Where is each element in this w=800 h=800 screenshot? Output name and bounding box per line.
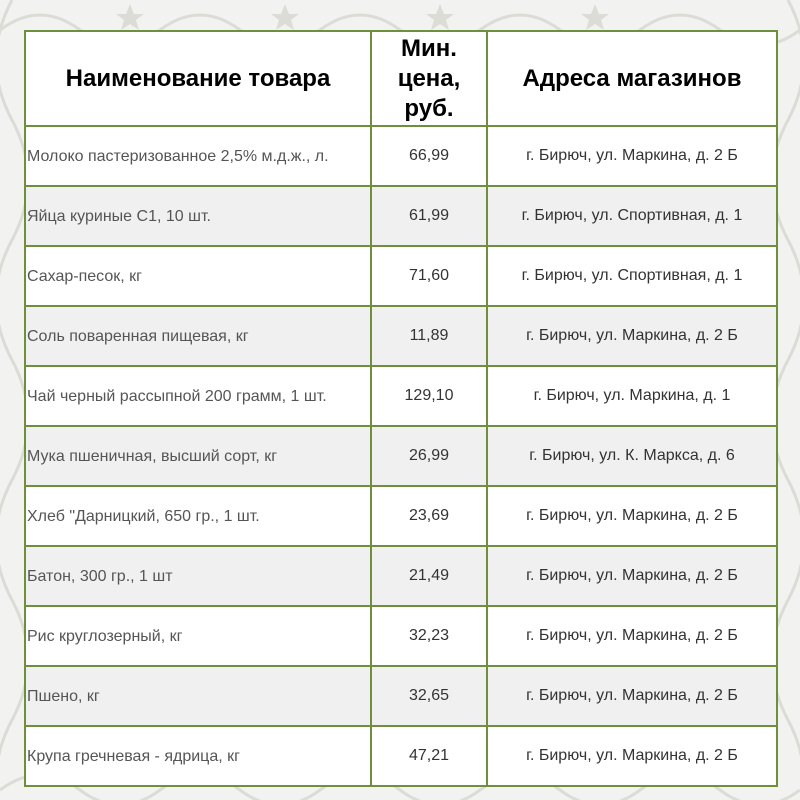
table-row <box>25 486 777 546</box>
address-cell: г. Бирюч, ул. Маркина, д. 2 Б <box>487 306 777 366</box>
price-cell: 47,21 <box>371 726 487 786</box>
product-name-cell: Сахар-песок, кг <box>25 246 371 306</box>
product-name-cell: Батон, 300 гр., 1 шт <box>25 546 371 606</box>
address-cell: г. Бирюч, ул. Маркина, д. 2 Б <box>487 546 777 606</box>
price-cell: 71,60 <box>371 246 487 306</box>
address-cell: г. Бирюч, ул. Маркина, д. 2 Б <box>487 666 777 726</box>
header-min-price: Мин. цена, руб. <box>371 31 487 126</box>
address-cell: г. Бирюч, ул. Маркина, д. 2 Б <box>487 606 777 666</box>
table-row <box>25 606 777 666</box>
table-row <box>25 126 777 186</box>
header-product-name: Наименование товара <box>25 31 371 126</box>
address-cell: г. Бирюч, ул. Маркина, д. 2 Б <box>487 126 777 186</box>
price-cell: 11,89 <box>371 306 487 366</box>
product-name-cell: Яйца куриные С1, 10 шт. <box>25 186 371 246</box>
address-cell: г. Бирюч, ул. Маркина, д. 2 Б <box>487 726 777 786</box>
address-cell: г. Бирюч, ул. Маркина, д. 1 <box>487 366 777 426</box>
address-cell: г. Бирюч, ул. Маркина, д. 2 Б <box>487 486 777 546</box>
product-name-cell: Хлеб "Дарницкий, 650 гр., 1 шт. <box>25 486 371 546</box>
price-cell: 21,49 <box>371 546 487 606</box>
table-row <box>25 426 777 486</box>
address-cell: г. Бирюч, ул. К. Маркса, д. 6 <box>487 426 777 486</box>
table-row <box>25 246 777 306</box>
address-cell: г. Бирюч, ул. Спортивная, д. 1 <box>487 246 777 306</box>
price-cell: 26,99 <box>371 426 487 486</box>
header-store-address: Адреса магазинов <box>487 31 777 126</box>
product-name-cell: Мука пшеничная, высший сорт, кг <box>25 426 371 486</box>
product-name-cell: Молоко пастеризованное 2,5% м.д.ж., л. <box>25 126 371 186</box>
table-row <box>25 366 777 426</box>
product-name-cell: Рис круглозерный, кг <box>25 606 371 666</box>
table-row <box>25 666 777 726</box>
address-cell: г. Бирюч, ул. Спортивная, д. 1 <box>487 186 777 246</box>
price-cell: 32,65 <box>371 666 487 726</box>
price-table <box>24 30 778 787</box>
table-row <box>25 546 777 606</box>
product-name-cell: Чай черный рассыпной 200 грамм, 1 шт. <box>25 366 371 426</box>
table-row <box>25 186 777 246</box>
product-name-cell: Пшено, кг <box>25 666 371 726</box>
price-cell: 32,23 <box>371 606 487 666</box>
product-name-cell: Соль поваренная пищевая, кг <box>25 306 371 366</box>
price-cell: 129,10 <box>371 366 487 426</box>
table-row <box>25 306 777 366</box>
price-cell: 23,69 <box>371 486 487 546</box>
price-cell: 61,99 <box>371 186 487 246</box>
price-cell: 66,99 <box>371 126 487 186</box>
table-row <box>25 726 777 786</box>
table-header-row <box>25 31 777 126</box>
product-name-cell: Крупа гречневая - ядрица, кг <box>25 726 371 786</box>
